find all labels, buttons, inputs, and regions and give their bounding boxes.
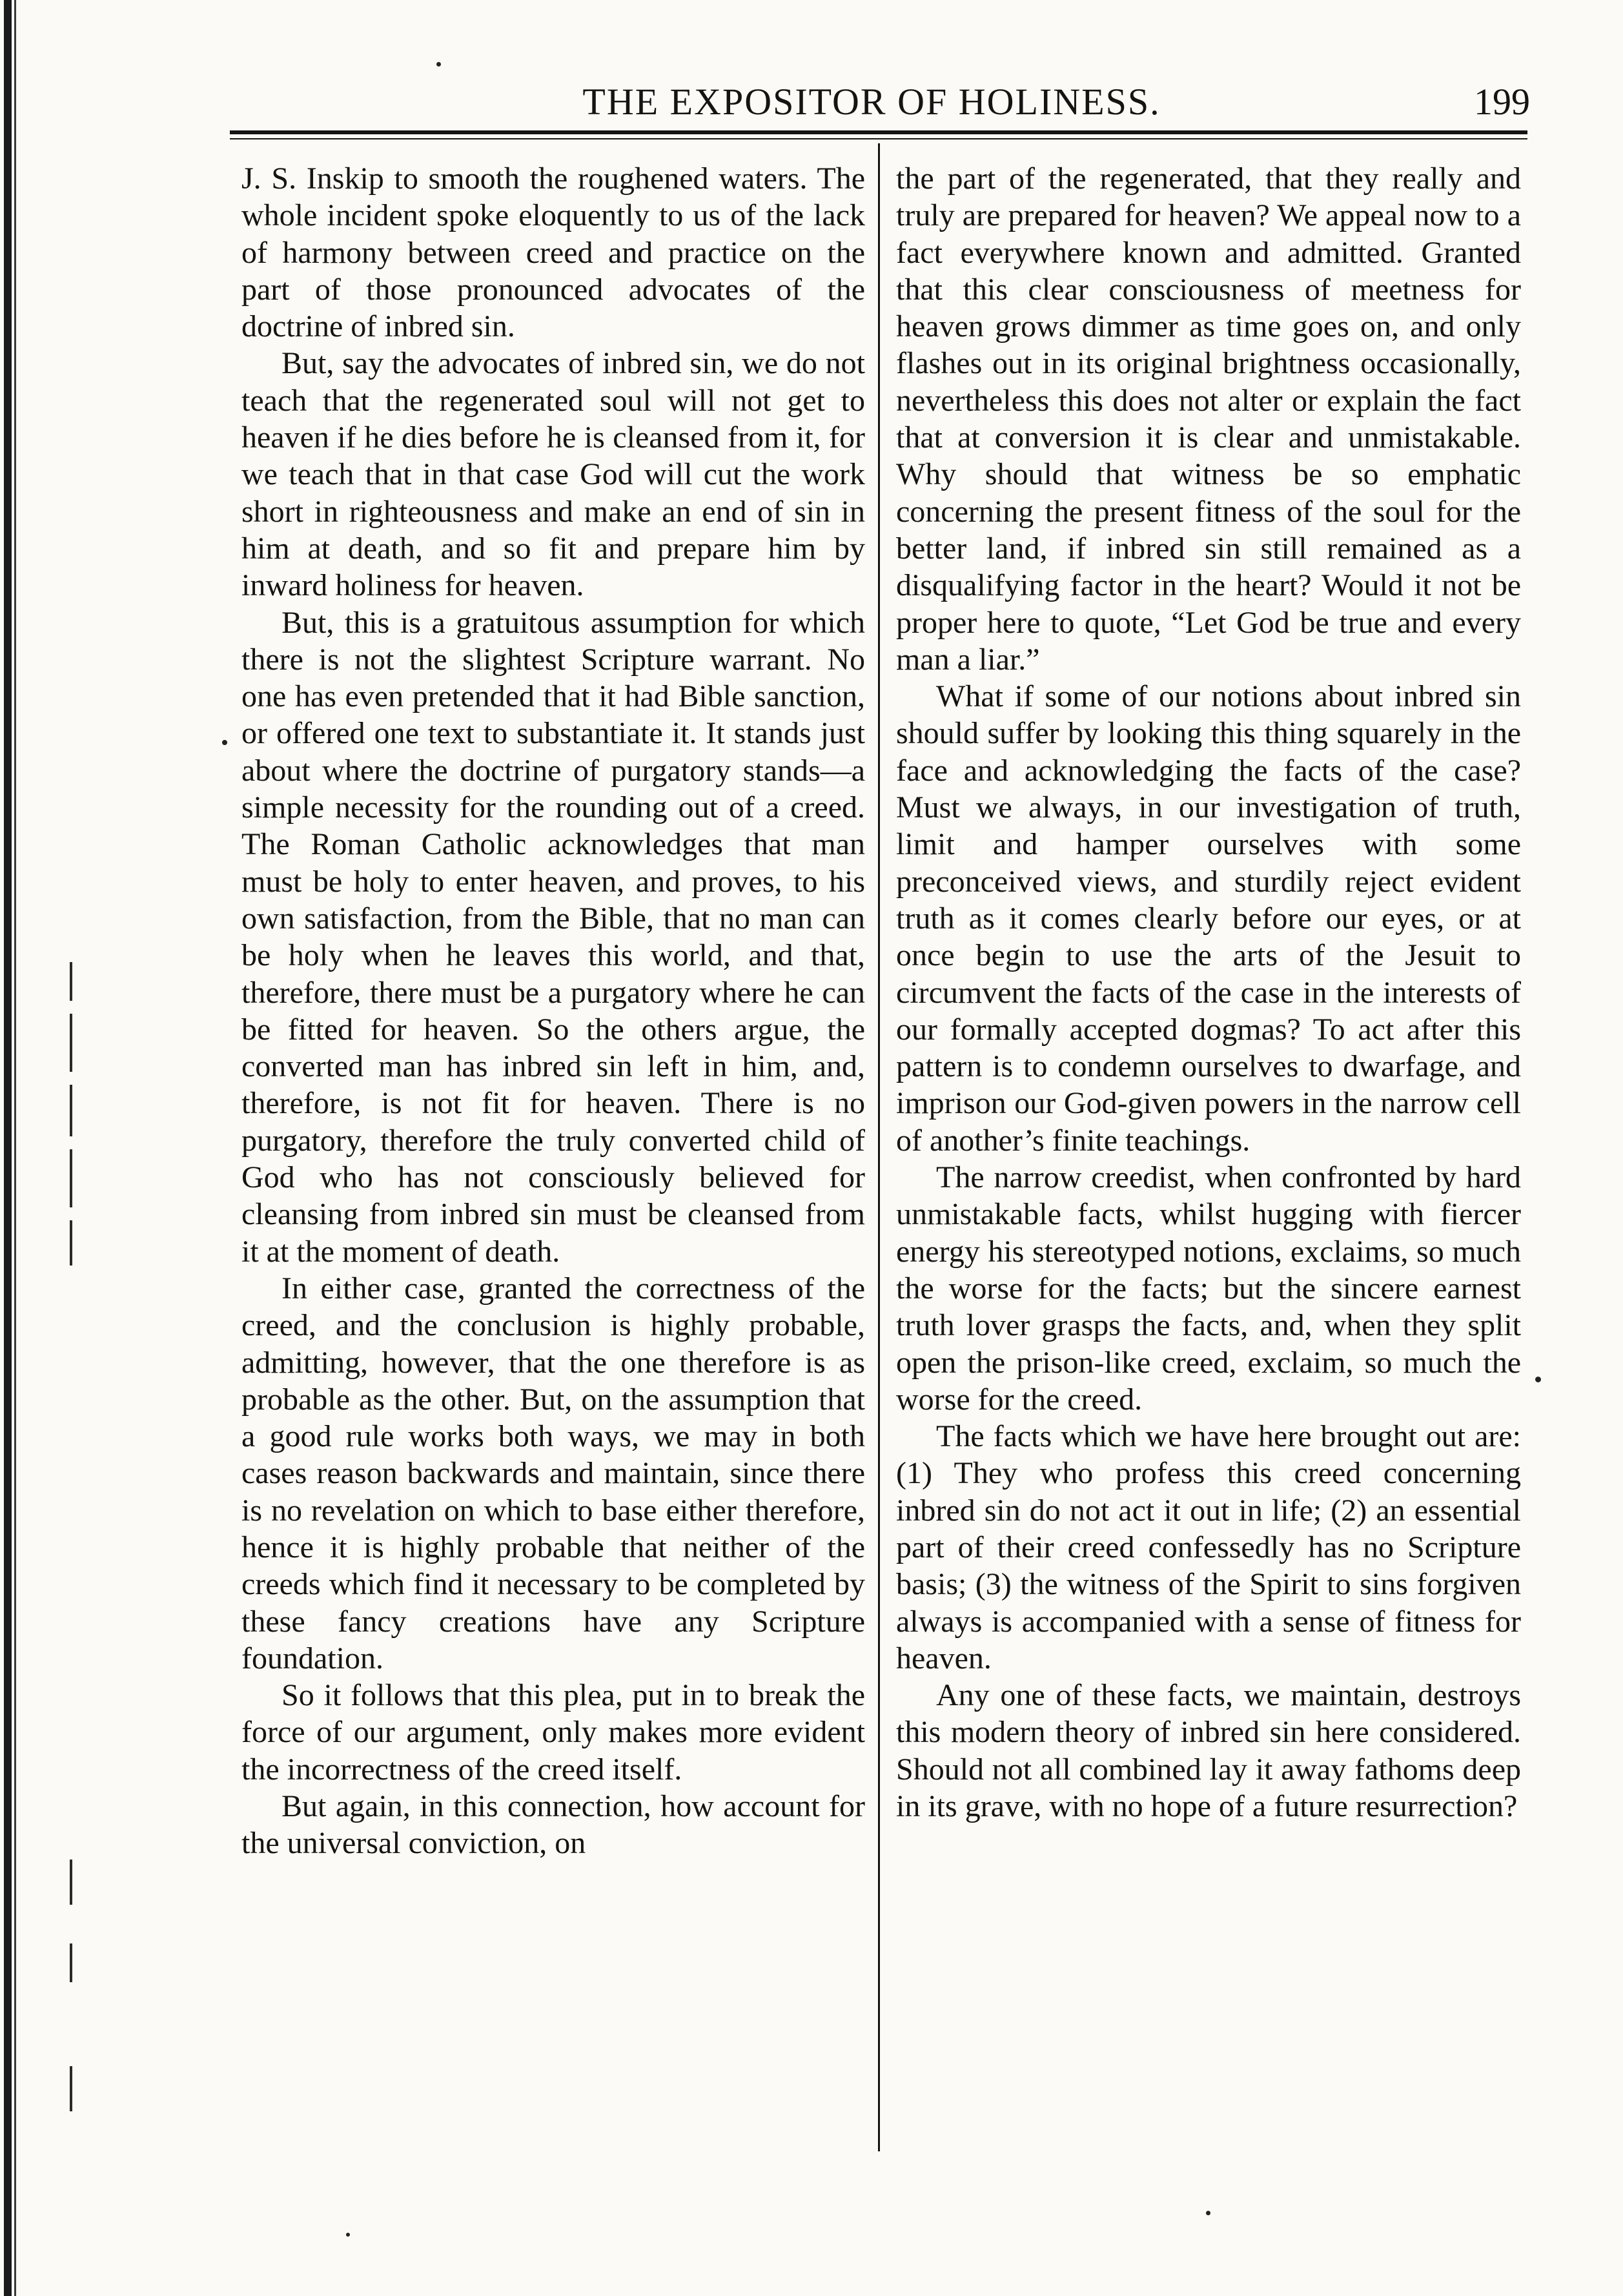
binding-edge bbox=[4, 0, 12, 2296]
margin-mark bbox=[70, 2066, 72, 2111]
column-divider bbox=[878, 143, 880, 2151]
journal-title: THE EXPOSITOR OF HOLINESS. bbox=[582, 81, 1161, 123]
margin-mark bbox=[70, 1149, 72, 1207]
margin-mark bbox=[70, 1220, 72, 1266]
paragraph: But again, in this connection, how account for the universal conviction, on bbox=[241, 1789, 865, 1861]
paragraph: But, say the advocates of inbred sin, we do not teach that the regenerated soul will not get to heaven if he dies before he is cleansed from it, for we teach that in that case God will cut the work short in righteousness and make an end of sin in him at death, and so fit and prepare him by inward holiness for heaven. bbox=[241, 346, 865, 603]
margin-mark bbox=[70, 962, 72, 1001]
paragraph: The narrow creedist, when confronted by hard unmistakable facts, whilst hugging with fiercer energy his stereotyped notions, exclaims, so much the worse for the facts; but the sincere earnest truth lover grasps the facts, and, when they split open the prison-like creed, exclaim, so much the worse for the creed. bbox=[896, 1160, 1521, 1417]
print-speck bbox=[346, 2233, 350, 2237]
paragraph: J. S. Inskip to smooth the roughened waters. The whole incident spoke eloquently to us of the lack of harmony between creed and practice on the part of those pronounced advocates of the doctrine of inbred sin. bbox=[241, 161, 865, 344]
print-speck bbox=[1535, 1377, 1541, 1382]
left-column bbox=[241, 160, 865, 1862]
margin-mark bbox=[70, 1014, 72, 1072]
margin-mark bbox=[70, 1085, 72, 1136]
paragraph: But, this is a gratuitous assumption for which there is not the slightest Scripture warrant. No one has even pretended that it had Bible sanction, or offered one text to substantiate it. It stands just about where the doctrine of purgatory stands—a simple necessity for the rounding out of a creed. The Roman Catholic acknowledges that man must be holy to enter heaven, and proves, to his own satisfaction, from the Bible, that no man can be holy when he leaves this world, and that, therefore, there must be a purgatory where he can be fitted for heaven. So the others argue, the converted man has inbred sin left in him, and, therefore, is not fit for heaven. There is no purgatory, therefore the truly converted child of God who has not consciously believed for cleansing from inbred sin must be cleansed from it at the moment of death. bbox=[241, 605, 865, 1269]
page-number: 199 bbox=[1474, 81, 1530, 123]
paragraph: the part of the regenerated, that they really and truly are prepared for heaven? We appeal now to a fact everywhere known and admitted. Granted that this clear consciousness of meetness for heaven grows dimmer as time goes on, and only flashes out in its original brightness occasionally, nevertheless this does not alter or explain the fact that at conversion it is clear and unmistakable. Why should that witness be so emphatic concerning the present fitness of the soul for the better land, if inbred sin still remained as a disqualifying factor in the heart? Would it not be proper here to quote, “Let God be true and every man a liar.” bbox=[896, 161, 1521, 677]
print-speck bbox=[1206, 2211, 1210, 2215]
paragraph: Any one of these facts, we maintain, destroys this modern theory of inbred sin here considered. Should not all combined lay it away fathoms deep in its grave, with no hope of a future resurrection? bbox=[896, 1678, 1521, 1824]
margin-mark bbox=[70, 1860, 72, 1905]
running-header bbox=[213, 76, 1530, 128]
binding-edge-line bbox=[14, 0, 16, 2296]
print-speck bbox=[222, 740, 227, 745]
paragraph: The facts which we have here brought out are: (1) They who profess this creed concerning inbred sin do not act it out in life; (2) an essential part of their creed confessedly has no Scripture basis; (3) the witness of the Spirit to sins forgiven always is accompanied with a sense of fitness for heaven. bbox=[896, 1419, 1521, 1676]
header-rule-thick bbox=[230, 130, 1527, 134]
paragraph: So it follows that this plea, put in to break the force of our argument, only makes more evident the incorrectness of the creed itself. bbox=[241, 1678, 865, 1787]
right-column bbox=[896, 160, 1521, 1825]
print-speck bbox=[436, 62, 441, 67]
margin-mark bbox=[70, 1943, 72, 1982]
header-rule-thin bbox=[230, 138, 1527, 139]
paragraph: What if some of our notions about inbred sin should suffer by looking this thing squarely in the face and acknowledging the facts of the case? Must we always, in our investigation of truth, limit and hamper ourselves with some preconceived views, and sturdily reject evident truth as it comes clearly before our eyes, or at once begin to use the arts of the Jesuit to circumvent the facts of the case in the interests of our formally accepted dogmas? To act after this pattern is to condemn ourselves to dwarfage, and imprison our God-given powers in the narrow cell of another’s finite teachings. bbox=[896, 679, 1521, 1158]
paragraph: In either case, granted the correctness of the creed, and the conclusion is highly probable, admitting, however, that the one therefore is as probable as the other. But, on the assumption that a good rule works both ways, we may in both cases reason backwards and maintain, since there is no revelation on which to base either therefore, hence it is highly probable that neither of the creeds which find it necessary to be completed by these fancy creations have any Scripture foundation. bbox=[241, 1271, 865, 1676]
